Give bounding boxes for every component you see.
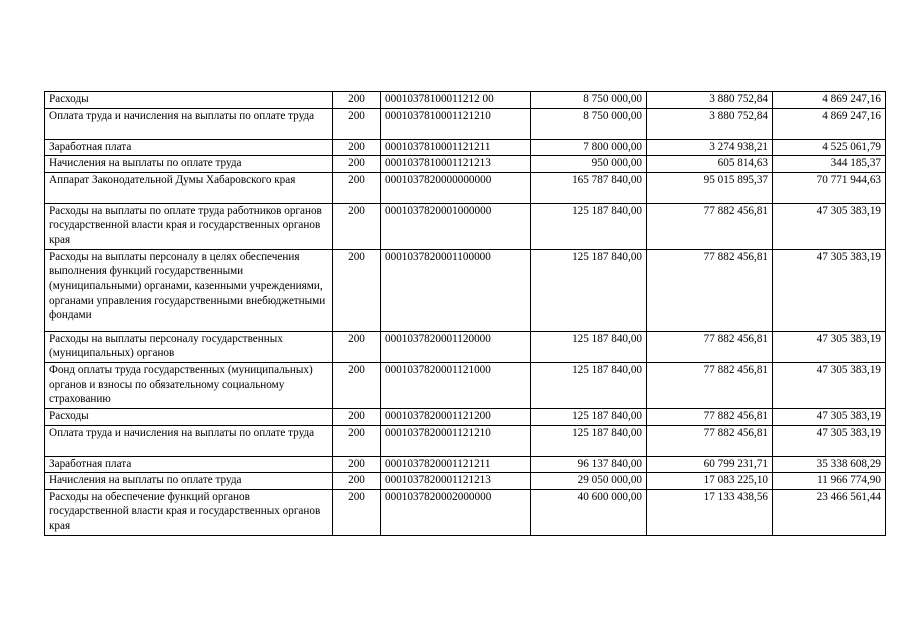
row-approved-amount-cell: 950 000,00 [531, 156, 647, 173]
row-line-code-cell: 200 [333, 249, 381, 331]
row-approved-amount-cell: 125 187 840,00 [531, 408, 647, 425]
row-line-code-cell: 200 [333, 408, 381, 425]
table-row [45, 156, 886, 173]
row-executed-amount-cell: 77 882 456,81 [647, 331, 773, 362]
row-name-cell: Заработная плата [45, 139, 333, 156]
row-approved-amount-cell: 29 050 000,00 [531, 473, 647, 490]
row-budget-code-cell: 0001037810001121210 [381, 108, 531, 139]
table-row [45, 473, 886, 490]
budget-execution-table [44, 91, 886, 536]
row-executed-amount-cell: 17 133 438,56 [647, 489, 773, 535]
row-line-code-cell: 200 [333, 203, 381, 249]
row-unexecuted-amount-cell: 47 305 383,19 [773, 249, 886, 331]
row-budget-code-cell: 0001037810001121213 [381, 156, 531, 173]
row-unexecuted-amount-cell: 4 869 247,16 [773, 92, 886, 109]
row-budget-code-cell: 0001037820001121211 [381, 456, 531, 473]
row-budget-code-cell: 0001037820002000000 [381, 489, 531, 535]
row-unexecuted-amount-cell: 47 305 383,19 [773, 425, 886, 456]
row-budget-code-cell: 0001037820001121213 [381, 473, 531, 490]
row-executed-amount-cell: 3 880 752,84 [647, 108, 773, 139]
row-budget-code-cell: 0001037820001000000 [381, 203, 531, 249]
row-unexecuted-amount-cell: 35 338 608,29 [773, 456, 886, 473]
row-approved-amount-cell: 125 187 840,00 [531, 203, 647, 249]
row-unexecuted-amount-cell: 47 305 383,19 [773, 331, 886, 362]
row-unexecuted-amount-cell: 4 869 247,16 [773, 108, 886, 139]
row-name-cell: Расходы [45, 408, 333, 425]
row-executed-amount-cell: 77 882 456,81 [647, 203, 773, 249]
row-approved-amount-cell: 125 187 840,00 [531, 425, 647, 456]
row-approved-amount-cell: 8 750 000,00 [531, 92, 647, 109]
row-executed-amount-cell: 77 882 456,81 [647, 408, 773, 425]
row-unexecuted-amount-cell: 47 305 383,19 [773, 408, 886, 425]
row-name-cell: Расходы на выплаты персоналу в целях обеспечения выполнения функций государственными (муниципальными) органами, казенными учреждениями, органами управления государственными внебюджетными фондами [45, 249, 333, 331]
row-budget-code-cell: 0001037820001100000 [381, 249, 531, 331]
row-executed-amount-cell: 77 882 456,81 [647, 362, 773, 408]
row-unexecuted-amount-cell: 23 466 561,44 [773, 489, 886, 535]
row-unexecuted-amount-cell: 70 771 944,63 [773, 172, 886, 203]
row-name-cell: Расходы на выплаты по оплате труда работников органов государственной власти края и государственных органов края [45, 203, 333, 249]
row-approved-amount-cell: 96 137 840,00 [531, 456, 647, 473]
row-approved-amount-cell: 7 800 000,00 [531, 139, 647, 156]
row-unexecuted-amount-cell: 47 305 383,19 [773, 203, 886, 249]
row-name-cell: Расходы на выплаты персоналу государственных (муниципальных) органов [45, 331, 333, 362]
row-line-code-cell: 200 [333, 489, 381, 535]
row-budget-code-cell: 0001037820001121210 [381, 425, 531, 456]
row-executed-amount-cell: 60 799 231,71 [647, 456, 773, 473]
table-row [45, 92, 886, 109]
table-row [45, 425, 886, 456]
row-name-cell: Начисления на выплаты по оплате труда [45, 473, 333, 490]
table-row [45, 456, 886, 473]
row-name-cell: Аппарат Законодательной Думы Хабаровского края [45, 172, 333, 203]
row-line-code-cell: 200 [333, 362, 381, 408]
row-executed-amount-cell: 95 015 895,37 [647, 172, 773, 203]
row-name-cell: Оплата труда и начисления на выплаты по оплате труда [45, 425, 333, 456]
row-approved-amount-cell: 125 187 840,00 [531, 362, 647, 408]
table-row [45, 172, 886, 203]
row-approved-amount-cell: 40 600 000,00 [531, 489, 647, 535]
row-budget-code-cell: 0001037820001121000 [381, 362, 531, 408]
row-line-code-cell: 200 [333, 331, 381, 362]
row-unexecuted-amount-cell: 344 185,37 [773, 156, 886, 173]
row-name-cell: Начисления на выплаты по оплате труда [45, 156, 333, 173]
table-body [45, 92, 886, 536]
row-executed-amount-cell: 77 882 456,81 [647, 249, 773, 331]
row-approved-amount-cell: 125 187 840,00 [531, 249, 647, 331]
row-name-cell: Расходы [45, 92, 333, 109]
row-executed-amount-cell: 17 083 225,10 [647, 473, 773, 490]
row-budget-code-cell: 0001037820001121200 [381, 408, 531, 425]
table-row [45, 249, 886, 331]
table-row [45, 203, 886, 249]
table-row [45, 489, 886, 535]
row-approved-amount-cell: 165 787 840,00 [531, 172, 647, 203]
row-line-code-cell: 200 [333, 425, 381, 456]
row-line-code-cell: 200 [333, 108, 381, 139]
row-line-code-cell: 200 [333, 139, 381, 156]
row-approved-amount-cell: 8 750 000,00 [531, 108, 647, 139]
row-approved-amount-cell: 125 187 840,00 [531, 331, 647, 362]
row-unexecuted-amount-cell: 47 305 383,19 [773, 362, 886, 408]
row-line-code-cell: 200 [333, 92, 381, 109]
row-unexecuted-amount-cell: 4 525 061,79 [773, 139, 886, 156]
table-row [45, 108, 886, 139]
row-line-code-cell: 200 [333, 172, 381, 203]
table-row [45, 408, 886, 425]
row-line-code-cell: 200 [333, 456, 381, 473]
row-line-code-cell: 200 [333, 156, 381, 173]
row-name-cell: Фонд оплаты труда государственных (муниципальных) органов и взносы по обязательному социальному страхованию [45, 362, 333, 408]
row-executed-amount-cell: 3 274 938,21 [647, 139, 773, 156]
row-executed-amount-cell: 605 814,63 [647, 156, 773, 173]
row-budget-code-cell: 00010378100011212 00 [381, 92, 531, 109]
row-executed-amount-cell: 3 880 752,84 [647, 92, 773, 109]
table-row [45, 362, 886, 408]
row-budget-code-cell: 0001037820001120000 [381, 331, 531, 362]
row-executed-amount-cell: 77 882 456,81 [647, 425, 773, 456]
row-name-cell: Расходы на обеспечение функций органов государственной власти края и государственных органов края [45, 489, 333, 535]
row-line-code-cell: 200 [333, 473, 381, 490]
table-row [45, 331, 886, 362]
table-row [45, 139, 886, 156]
row-budget-code-cell: 0001037820000000000 [381, 172, 531, 203]
row-name-cell: Оплата труда и начисления на выплаты по оплате труда [45, 108, 333, 139]
row-budget-code-cell: 0001037810001121211 [381, 139, 531, 156]
row-name-cell: Заработная плата [45, 456, 333, 473]
row-unexecuted-amount-cell: 11 966 774,90 [773, 473, 886, 490]
